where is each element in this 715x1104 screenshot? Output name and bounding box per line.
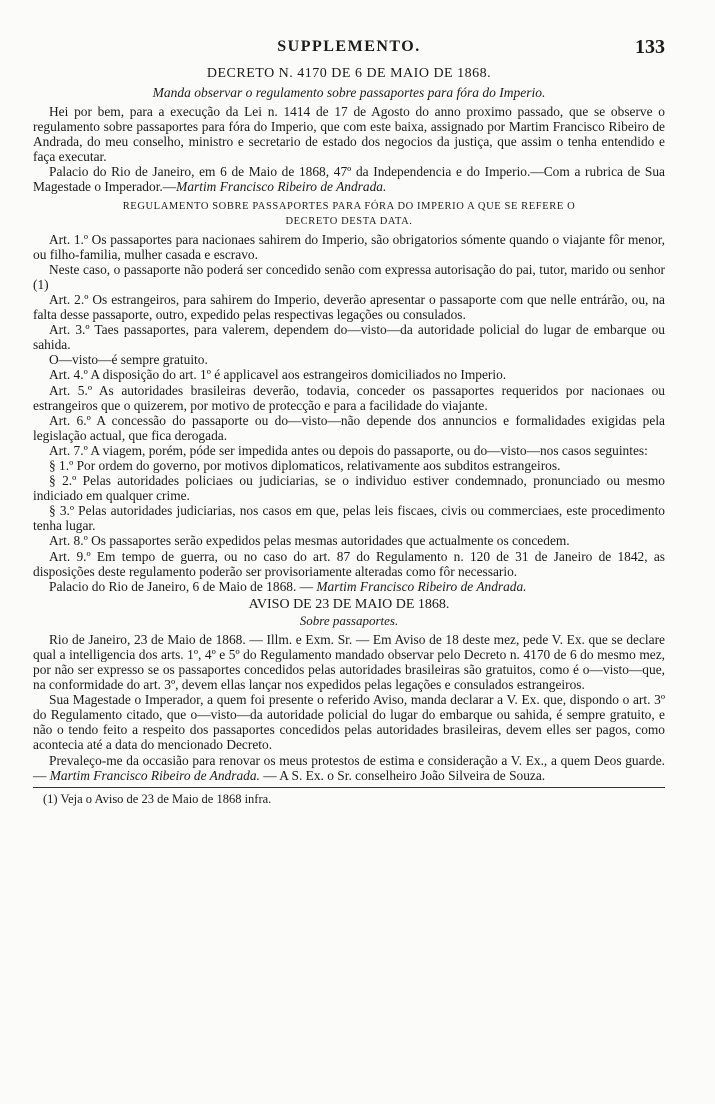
aviso-subtitle: Sobre passaportes. <box>299 612 399 628</box>
decree-title: DECRETO N. 4170 DE 6 DE MAIO DE 1868. <box>206 66 492 81</box>
aviso-paragraph: Rio de Janeiro, 23 de Maio de 1868. — Illm. e Exm. Sr. — Em Aviso de 18 deste mez, pede V. Ex. que se declare qual a intelligencia dos arts. 1º, 4º e 5º do Regulamento mandado observar pelo Decreto n. 4170 de 6 do mesmo mez, por não ser expresso se os passaportes concedidos pelas autoridades brasileiras são gratuitos, como é o—visto—que, na conformidade do art. 3º, devem ellas lançar nos expedidos pelas legações e consulados estrangeiros. <box>33 631 665 693</box>
regulamento-closing <box>33 579 665 594</box>
page-number: 133 <box>635 36 665 58</box>
article-paragraph: § 2.º Pelas autoridades policiaes ou judiciarias, se o individuo estiver condemnado, pronunciado ou mesmo indiciado em qualquer crime. <box>33 473 665 504</box>
article: Art. 9.º Em tempo de guerra, ou no caso do art. 87 do Regulamento n. 120 de 31 de Janeiro de 1842, as disposições deste regulamento poderão ser provisoriamente alteradas como fôr necessario. <box>33 548 665 579</box>
article: Art. 5.º As autoridades brasileiras deverão, todavia, conceder os passaportes requeridos por nacionaes ou estrangeiros que o quizerem, por motivo de protecção e para a facilidade do viajante. <box>33 382 665 413</box>
running-title: SUPPLEMENTO. <box>277 38 421 55</box>
regulamento-heading-line: DECRETO DESTA DATA. <box>285 215 413 227</box>
aviso-paragraph: Sua Magestade o Imperador, a quem foi presente o referido Aviso, manda declarar a V. Ex. que, dispondo o art. 3º do Regulamento citado, que o—visto—da autoridade policial do lugar do embarque ou sahida, é sempre gratuito, e não o tendo feito a respeito dos passaportes concedidos pelas autoridades brasileiras, devem elles ser pagos, como acontecia até a data do mencionado Decreto. <box>33 692 665 753</box>
document-page <box>33 38 665 807</box>
article: Art. 8.º Os passaportes serão expedidos pelas mesmas autoridades que actualmente os concedem. <box>49 533 570 549</box>
aviso-title: AVISO DE 23 DE MAIO DE 1868. <box>248 596 450 612</box>
decree-paragraph <box>33 164 665 194</box>
article: Neste caso, o passaporte não poderá ser concedido senão com expressa autorisação do pai, tutor, marido ou senhor (1) <box>33 261 665 292</box>
aviso-signature: Martim Francisco Ribeiro de Andrada. <box>49 767 260 783</box>
article: Art. 3.º Taes passaportes, para valerem, dependem do—visto—da autoridade policial do lugar de embarque ou sahida. <box>33 322 665 353</box>
page-header <box>33 38 665 62</box>
article: Art. 4.º A disposição do art. 1º é applicavel aos estrangeiros domiciliados no Imperio. <box>49 367 507 383</box>
decree-subtitle: Manda observar o regulamento sobre passaportes para fóra do Imperio. <box>152 85 546 100</box>
decree-date-text: Palacio do Rio de Janeiro, em 6 de Maio de 1868, 47º da Independencia e do Imperio.—Com a rubrica de Sua Magestade o Imperador.— <box>33 164 665 195</box>
article-paragraph: § 1.º Por ordem do governo, por motivos diplomaticos, relativamente aos subditos estrangeiros. <box>49 457 561 473</box>
article: O—visto—é sempre gratuito. <box>49 352 208 368</box>
aviso-closing <box>33 753 665 783</box>
article: Art. 6.º A concessão do passaporte ou do—visto—não depende dos annuncios e formalidades exigidas pela legislação actual, que fica derogada. <box>33 412 665 443</box>
footnote-divider <box>33 787 665 788</box>
regulamento-heading <box>33 199 665 229</box>
article-paragraph: § 3.º Pelas autoridades judiciarias, nos casos em que, pelas leis fiscaes, civis ou commerciaes, este procedimento tenha lugar. <box>33 503 665 534</box>
aviso-final-text: Prevaleço-me da occasião para renovar os meus protestos de estima e consideração a V. Ex., a quem Deos guarde. — <box>33 752 665 783</box>
article: Art. 1.º Os passaportes para nacionaes sahirem do Imperio, são obrigatorios sómente quando o viajante fôr menor, ou filho-familia, mulher casada e escravo. <box>33 231 665 262</box>
decree-signature: Martim Francisco Ribeiro de Andrada. <box>176 179 387 195</box>
closing-signature: Martim Francisco Ribeiro de Andrada. <box>316 578 527 594</box>
article: Art. 7.º A viagem, porém, póde ser impedida antes ou depois do passaporte, ou do—visto—nos casos seguintes: <box>49 442 648 458</box>
article: Art. 2.º Os estrangeiros, para sahirem do Imperio, deverão apresentar o passaporte com que nelle entrárão, ou, na falta desse passaporte, outro, expedido pelas respectivas legações ou consulados. <box>33 291 665 323</box>
decree-paragraph: Hei por bem, para a execução da Lei n. 1414 de 17 de Agosto do anno proximo passado, que se observe o regulamento sobre passaportes para fóra do Imperio, que com este baixa, assignado por Martim Francisco Ribeiro de Andrada, do meu conselho, ministro e secretario de estado dos negocios da justiça, que assim o tenha entendido e faça executar. <box>33 104 665 165</box>
aviso-final-tail: — A S. Ex. o Sr. conselheiro João Silveira de Souza. <box>259 767 546 783</box>
regulamento-heading-line: REGULAMENTO SOBRE PASSAPORTES PARA FÓRA DO IMPERIO A QUE SE REFERE O <box>122 200 576 212</box>
closing-text: Palacio do Rio de Janeiro, 6 de Maio de 1868. — <box>49 578 317 594</box>
footnote: (1) Veja o Aviso de 23 de Maio de 1868 infra. <box>43 791 272 806</box>
